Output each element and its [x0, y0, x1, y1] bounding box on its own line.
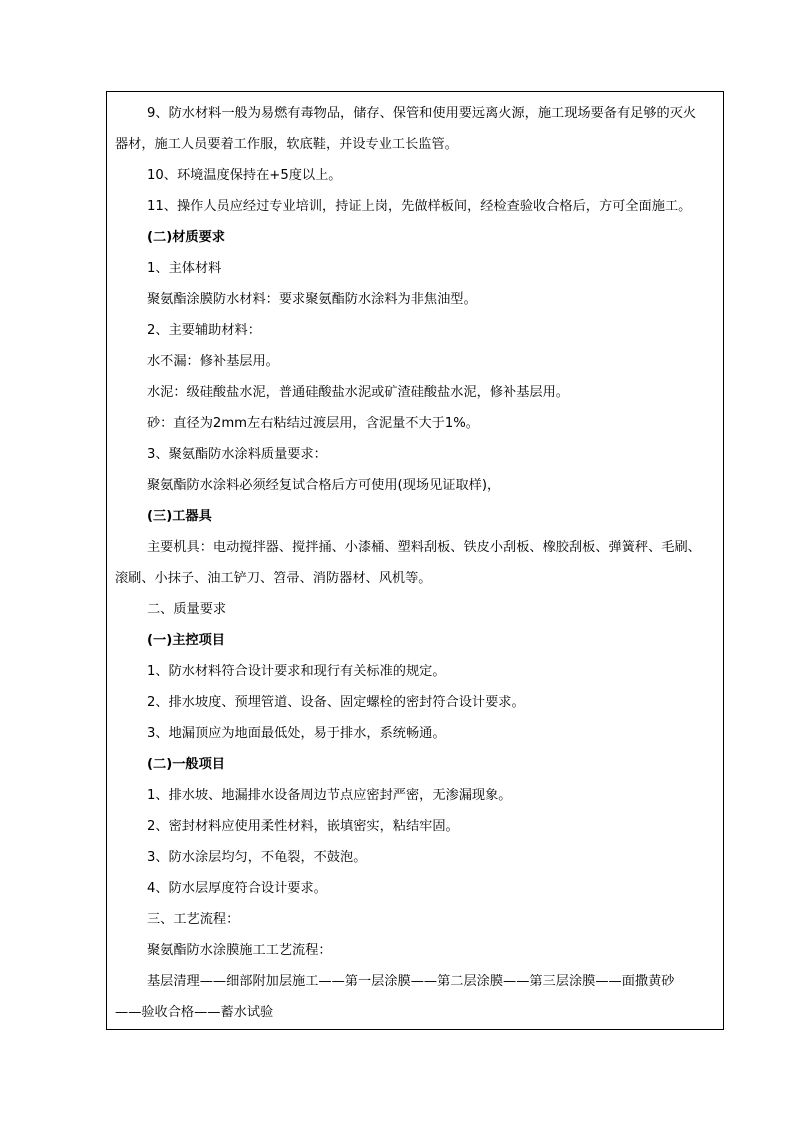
document-body	[115, 98, 717, 1028]
text-line: 3、聚氨酯防水涂料质量要求：	[147, 447, 327, 462]
section-heading: (一)主控项目	[147, 633, 225, 648]
text-line: 1、防水材料符合设计要求和现行有关标准的规定。	[147, 664, 446, 679]
text-line: 聚氨酯涂膜防水材料：要求聚氨酯防水涂料为非焦油型。	[147, 292, 477, 307]
text-line: 器材，施工人员要着工作服，软底鞋，并设专业工长监管。	[115, 137, 458, 152]
text-line: 滚刷、小抹子、油工铲刀、笤帚、消防器材、风机等。	[115, 571, 432, 586]
text-line: 水不漏：修补基层用。	[147, 354, 279, 369]
text-line: 1、排水坡、地漏排水设备周边节点应密封严密，无渗漏现象。	[147, 788, 512, 803]
text-line: 主要机具：电动搅拌器、搅拌捅、小漆桶、塑料刮板、铁皮小刮板、橡胶刮板、弹簧秤、毛刷、	[147, 540, 701, 555]
text-line: 9、防水材料一般为易燃有毒物品，储存、保管和使用要远离火源，施工现场要备有足够的灭火	[147, 106, 697, 121]
text-line: 11、操作人员应经过专业培训，持证上岗，先做样板间，经检查验收合格后，方可全面施工。	[147, 199, 692, 214]
text-line: 2、主要辅助材料：	[147, 323, 261, 338]
text-line: 3、防水涂层均匀，不龟裂，不鼓泡。	[147, 850, 367, 865]
text-line: 3、地漏顶应为地面最低处，易于排水，系统畅通。	[147, 726, 446, 741]
section-heading: (二)材质要求	[147, 230, 225, 245]
text-line: 聚氨酯防水涂膜施工工艺流程：	[147, 943, 332, 958]
text-line: 二、质量要求	[147, 602, 227, 617]
text-line: 水泥：级硅酸盐水泥，普通硅酸盐水泥或矿渣硅酸盐水泥，修补基层用。	[147, 385, 569, 400]
section-heading: (二)一般项目	[147, 757, 225, 772]
section-heading: (三)工器具	[147, 509, 212, 524]
text-line: 聚氨酯防水涂料必须经复试合格后方可使用(现场见证取样)，	[147, 478, 501, 493]
document-table-cell	[106, 91, 724, 1030]
text-line: 2、密封材料应使用柔性材料，嵌填密实，粘结牢固。	[147, 819, 459, 834]
text-line: 基层清理——细部附加层施工——第一层涂膜——第二层涂膜——第三层涂膜——面撒黄砂	[147, 974, 675, 989]
text-line: 2、排水坡度、预埋管道、设备、固定螺栓的密封符合设计要求。	[147, 695, 525, 710]
text-line: 10、环境温度保持在+5度以上。	[147, 168, 342, 183]
text-line: 1、主体材料	[147, 261, 222, 276]
text-line: ——验收合格——蓄水试验	[115, 1005, 274, 1020]
text-line: 砂：直径为2mm左右粘结过渡层用，含泥量不大于1%。	[147, 416, 479, 431]
text-line: 4、防水层厚度符合设计要求。	[147, 881, 327, 896]
text-line: 三、工艺流程：	[147, 912, 240, 927]
